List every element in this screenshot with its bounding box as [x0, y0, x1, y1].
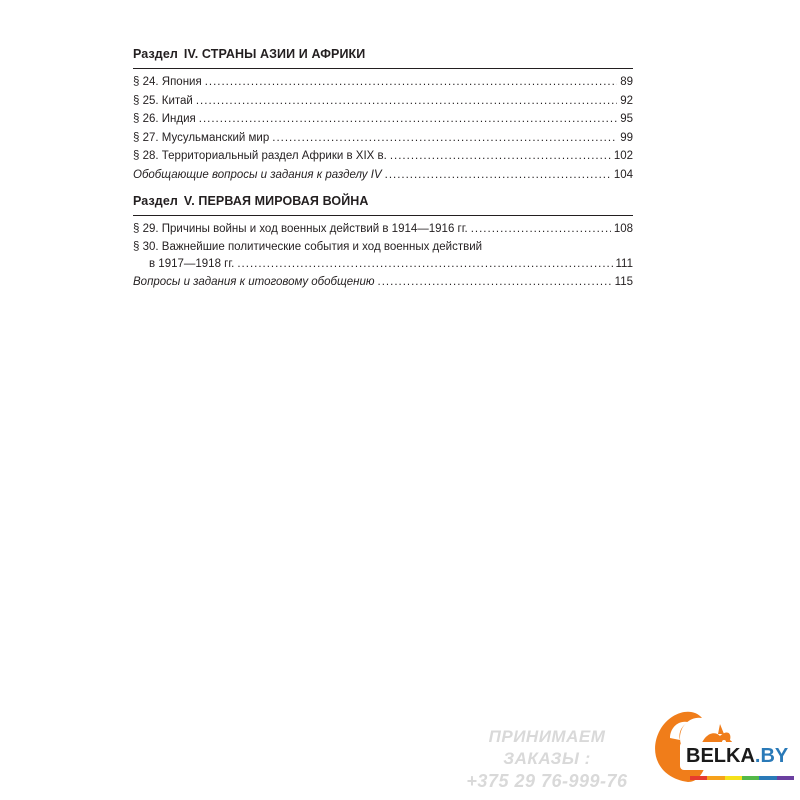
toc-entry-page: 108 [613, 223, 633, 235]
section-heading-prefix: Раздел [133, 47, 178, 61]
section-heading-prefix: Раздел [133, 194, 178, 208]
belka-logo-text [680, 742, 796, 770]
toc-entry-label: § 29. Причины войны и ход военных действий в 1914—1916 гг. [133, 223, 468, 235]
dot-leader [199, 110, 617, 129]
toc-entry[interactable] [133, 73, 633, 92]
toc-entry-page: 92 [620, 94, 633, 107]
toc-entry-label: Вопросы и задания к итоговому обобщению [133, 276, 375, 288]
toc-entry[interactable] [133, 129, 633, 148]
toc-entry-label: § 30. Важнейшие политические события и ход военных действий [133, 240, 483, 253]
toc-entry-page: 89 [620, 76, 633, 88]
toc-entry[interactable] [133, 220, 633, 239]
section-heading [133, 46, 633, 62]
toc-entry-continuation[interactable] [133, 255, 633, 274]
toc-entry-page: 99 [620, 131, 633, 144]
promo-line-1: ПРИНИМАЕМ ЗАКАЗЫ : [488, 727, 606, 768]
toc-entry-label: § 24. Япония [133, 76, 202, 88]
dot-leader [378, 273, 612, 292]
toc-entry[interactable] [133, 239, 633, 255]
toc-entry-page: 102 [613, 150, 633, 162]
toc-entry-page: 111 [615, 257, 633, 270]
toc-entry-label: в 1917—1918 гг. [149, 257, 235, 270]
dot-leader [196, 92, 617, 111]
section-heading-title: V. ПЕРВАЯ МИРОВАЯ ВОЙНА [183, 194, 369, 208]
dot-leader [471, 220, 611, 239]
dot-leader [272, 129, 617, 148]
toc-entry-label: § 28. Территориальный раздел Африки в XIX в. [133, 150, 387, 162]
toc-entry-review[interactable] [133, 166, 633, 185]
toc-entry-label: § 27. Мусульманский мир [133, 131, 270, 144]
logo-rainbow-stripe [690, 776, 794, 780]
section-entries [133, 68, 633, 184]
section-heading-title: IV. СТРАНЫ АЗИИ И АФРИКИ [183, 47, 366, 61]
toc-entry-label: Обобщающие вопросы и задания к разделу IV [133, 168, 382, 181]
dot-leader [205, 73, 618, 92]
stripe-yellow [725, 776, 742, 780]
dot-leader [237, 255, 612, 274]
toc-entry[interactable] [133, 92, 633, 111]
section-heading [133, 193, 633, 209]
promo-phone: +375 29 76-999-76 [466, 771, 628, 791]
stripe-green [742, 776, 759, 780]
stripe-red [690, 776, 707, 780]
toc-entry[interactable] [133, 110, 633, 129]
dot-leader [390, 147, 611, 166]
stripe-blue [759, 776, 776, 780]
page-margin [0, 0, 120, 800]
squirrel-icon [640, 690, 790, 790]
toc-entry-label: § 25. Китай [133, 94, 193, 107]
stripe-orange [707, 776, 724, 780]
dot-leader [385, 166, 611, 185]
toc-entry-page: 95 [620, 113, 633, 125]
toc-entry-label: § 26. Индия [133, 113, 196, 125]
toc-entry[interactable] [133, 147, 633, 166]
section-entries [133, 215, 633, 292]
order-promo-watermark [452, 726, 642, 792]
stripe-violet [777, 776, 794, 780]
toc-entry-review[interactable] [133, 273, 633, 292]
table-of-contents [133, 46, 633, 301]
toc-entry-page: 115 [614, 276, 633, 288]
logo-name: BELKA [686, 745, 755, 767]
toc-entry-page: 104 [613, 168, 633, 181]
logo-domain: .BY [754, 745, 789, 767]
